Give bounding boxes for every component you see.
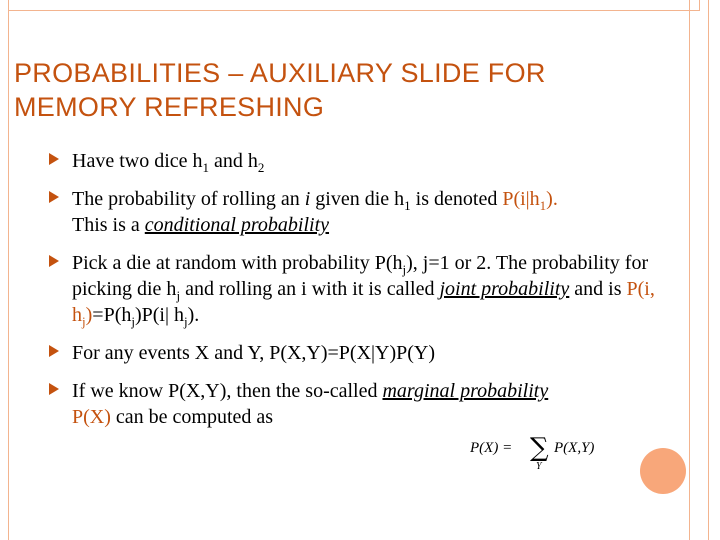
formula-sum-symbol: ∑ (530, 433, 549, 463)
bullet-item-events: For any events X and Y, P(X,Y)=P(X|Y)P(Y) (48, 340, 668, 366)
frame-left-line (8, 0, 9, 540)
joint-notation: P(i, $h_j$) (72, 278, 655, 329)
bullet-list (48, 148, 668, 442)
formula-lhs: P(X) = (470, 440, 513, 456)
bullet-arrow-icon (48, 382, 60, 396)
slide-title (14, 56, 654, 124)
frame-right-decoration (689, 0, 709, 540)
marginal-formula (470, 432, 620, 472)
formula-rhs: P(X,Y) (554, 440, 595, 456)
marginal-notation: P(X) (72, 406, 111, 428)
title-line-2: MEMORY REFRESHING (14, 92, 325, 122)
bullet-item-marginal: If we know P(X,Y), then the so-called marginal probability P(X) can be computed as (48, 378, 668, 430)
decorative-circle (640, 448, 686, 494)
bullet-item-joint: Pick a die at random with probability $P(h_j)$, j=1 or 2. The probability for picking die $h_j$ and rolling an i with it is called joint probability and is P(i, $h_j)=P(h_j)P(i|$ $h_j$). (48, 250, 668, 328)
bullet-arrow-icon (48, 152, 60, 166)
conditional-probability-term: conditional probability (144, 214, 330, 236)
bullet-arrow-icon (48, 254, 60, 268)
formula-sum-index: Y (536, 461, 542, 472)
bullet-item-conditional: The probability of rolling an i given die $h_1$ is denoted $P(i|h_1)$. This is a conditional probability (48, 186, 668, 238)
title-line-1: PROBABILITIES – AUXILIARY SLIDE FOR (14, 58, 546, 88)
conditional-notation: $P(i|h_1)$. (502, 188, 558, 213)
bullet-arrow-icon (48, 190, 60, 204)
bullet-item-dice: Have two dice $h_1$ and $h_2$ (48, 148, 668, 174)
frame-top-decoration (8, 0, 700, 11)
joint-probability-term: joint probability (439, 278, 570, 300)
bullet-arrow-icon (48, 344, 60, 358)
marginal-probability-term: marginal probability (382, 380, 549, 402)
